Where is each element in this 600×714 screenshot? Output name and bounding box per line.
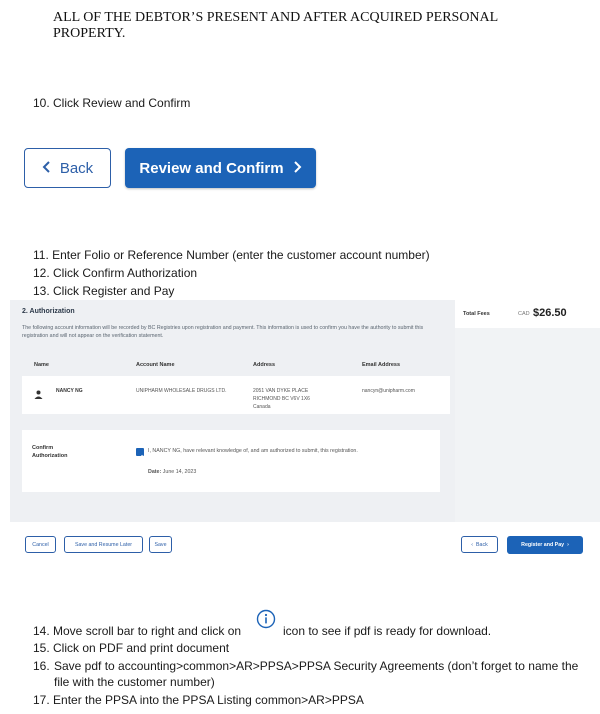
total-fees-label: Total Fees: [463, 311, 490, 317]
confirm-authorization-text: I, NANCY NG, have relevant knowledge of, and am authorized to submit, this registration.: [148, 448, 358, 454]
column-header-address: Address: [253, 362, 276, 368]
authorization-screenshot: [10, 300, 600, 564]
row-name: NANCY NG: [56, 388, 83, 394]
date-value: June 14, 2023: [162, 469, 197, 475]
step-14-part2: icon to see if pdf is ready for download.: [283, 624, 492, 638]
row-address-line3: Canada: [253, 404, 271, 410]
step-15: 15. Click on PDF and print document: [33, 641, 230, 655]
step-16-line2: file with the customer number): [54, 675, 215, 689]
confirm-label-line1: Confirm: [32, 445, 54, 451]
save-button[interactable]: Save: [149, 536, 172, 553]
table-row: [22, 376, 450, 414]
authorization-title: 2. Authorization: [22, 308, 75, 315]
row-account-name: UNIPHARM WHOLESALE DRUGS LTD.: [136, 388, 227, 394]
row-address-line1: 2051 VAN DYKE PLACE: [253, 388, 309, 394]
chevron-left-icon: [42, 160, 52, 177]
register-and-pay-button[interactable]: [507, 536, 583, 554]
step-16: [33, 658, 593, 690]
save-and-resume-button[interactable]: Save and Resume Later: [64, 536, 143, 553]
authorization-checkbox[interactable]: [136, 448, 144, 456]
step-12: 12. Click Confirm Authorization: [33, 266, 198, 280]
register-pay-label: Register and Pay: [521, 542, 565, 548]
column-header-email: Email Address: [362, 362, 401, 368]
review-button-label: Review and Confirm: [139, 159, 284, 177]
review-and-confirm-button[interactable]: [125, 148, 316, 188]
fees-amount: $26.50: [533, 307, 567, 319]
step-10: 10. Click Review and Confirm: [33, 96, 191, 110]
document-heading: ALL OF THE DEBTOR’S PRESENT AND AFTER ACQUIRED PERSONAL PROPERTY.: [53, 10, 498, 41]
chevron-right-icon: [292, 160, 302, 177]
back-button-small[interactable]: [461, 536, 498, 553]
step-17: 17. Enter the PPSA into the PPSA Listing common>AR>PPSA: [33, 693, 364, 707]
step-16-line1: Save pdf to accounting>common>AR>PPSA>PPSA Security Agreements (don’t forget to name the: [54, 659, 579, 673]
fees-currency: CAD: [518, 311, 530, 317]
cancel-button[interactable]: Cancel: [25, 536, 56, 553]
column-header-name: Name: [34, 362, 49, 368]
authorization-description: The following account information will be recorded by BC Registries upon registration and payment. This information is used to confirm you have the authority to submit this registration and will not appear on the verification statement.: [22, 325, 424, 339]
step-11: 11. Enter Folio or Reference Number (enter the customer account number): [33, 248, 430, 262]
back-button-large[interactable]: [24, 148, 111, 188]
step-14-part1: 14. Move scroll bar to right and click on: [33, 624, 242, 638]
confirm-label-line2: Authorization: [32, 453, 68, 459]
step-13: 13. Click Register and Pay: [33, 284, 175, 298]
back-button-label: Back: [59, 159, 94, 177]
row-address-line2: RICHMOND BC V6V 1X6: [253, 396, 310, 402]
row-email: nancyn@unipharm.com: [362, 388, 415, 394]
person-icon: [34, 386, 43, 395]
back-small-label: Back: [475, 541, 488, 548]
checkmark-icon: [136, 453, 144, 461]
step-16-number: 16.: [33, 659, 50, 673]
confirm-authorization-label: [32, 444, 67, 460]
chevron-right-icon: ›: [567, 542, 569, 548]
column-header-account-name: Account Name: [136, 362, 175, 368]
date-label: Date:: [148, 469, 162, 475]
chevron-left-icon: ‹: [471, 541, 473, 548]
info-icon: [256, 609, 276, 629]
confirm-authorization-box: [22, 430, 440, 492]
authorization-date: [148, 469, 196, 475]
